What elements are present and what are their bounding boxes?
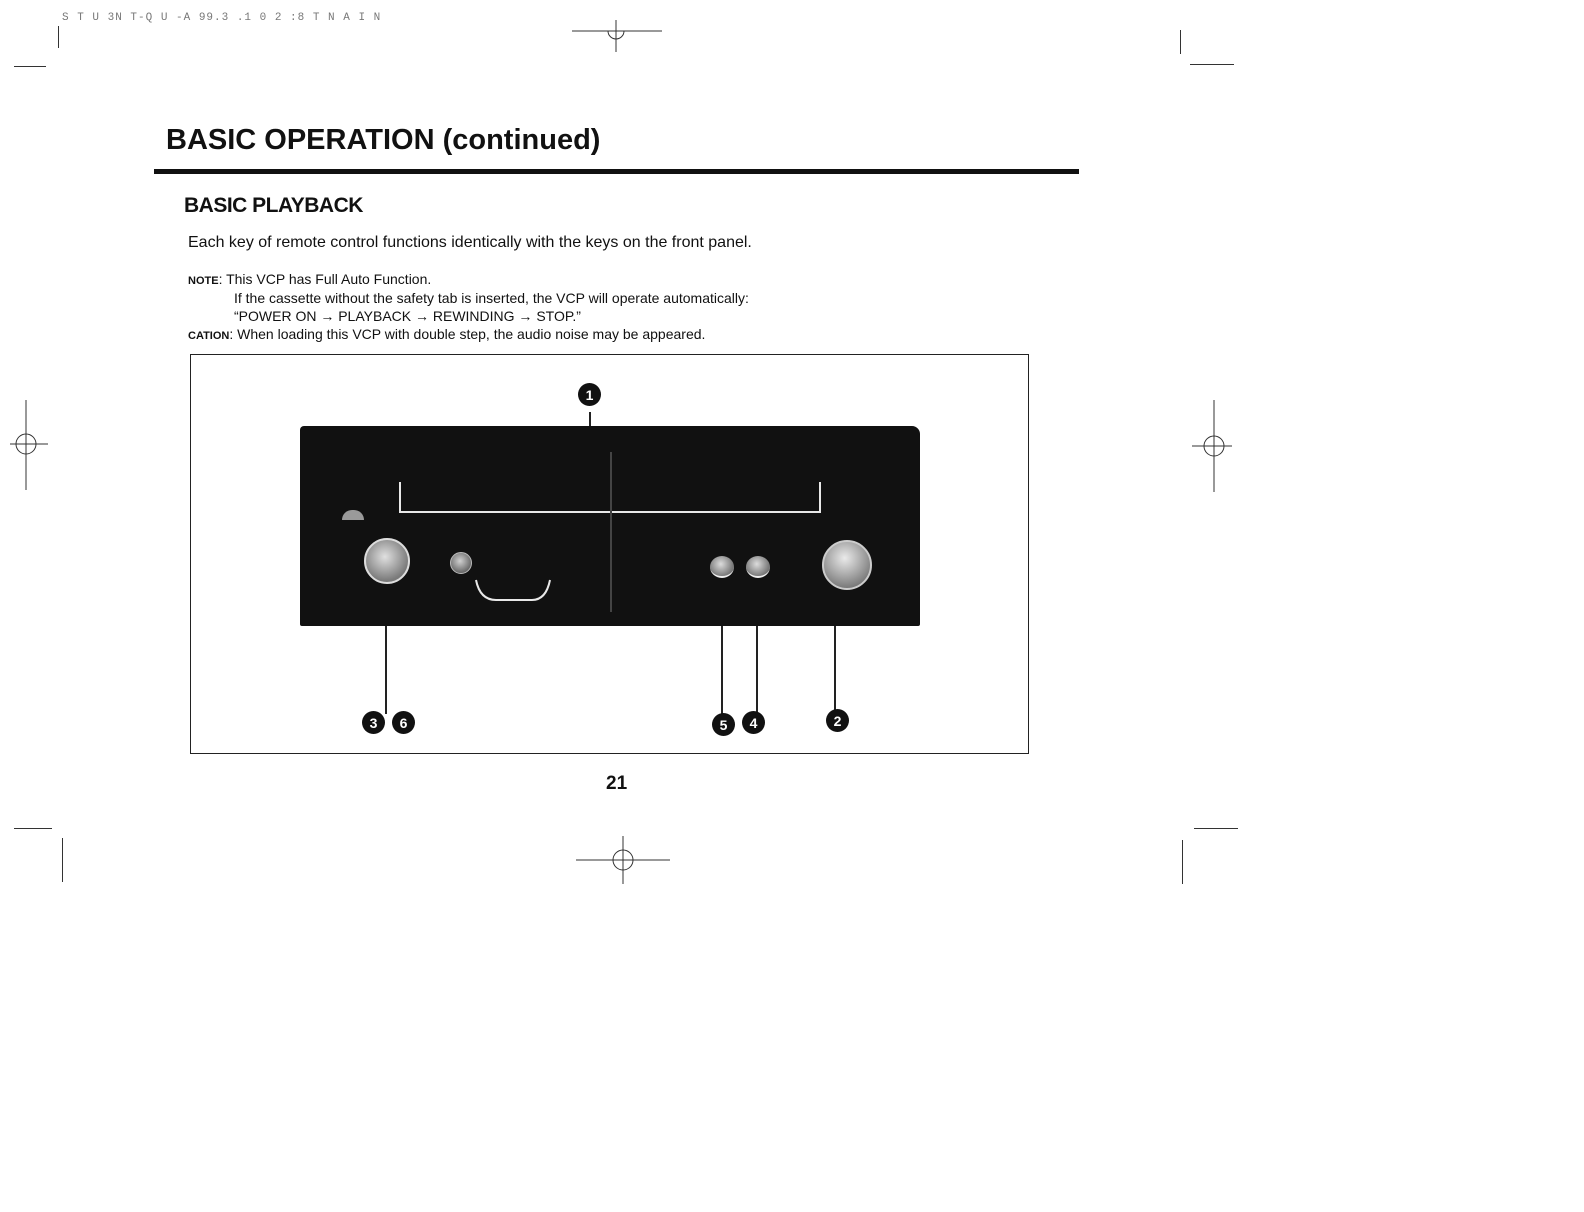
eject-button[interactable] bbox=[450, 552, 472, 574]
section-title: BASIC PLAYBACK bbox=[184, 194, 363, 217]
shuttle-dial[interactable] bbox=[822, 540, 872, 590]
crop-mark-bottom-right-v bbox=[1182, 840, 1183, 884]
crop-mark-bottom-left-h bbox=[14, 828, 52, 829]
callout-1: 1 bbox=[578, 383, 601, 406]
registration-target-right-icon bbox=[1192, 400, 1236, 492]
indicator-lamp bbox=[342, 510, 364, 520]
page-title: BASIC OPERATION (continued) bbox=[166, 124, 601, 156]
leader-1 bbox=[589, 412, 591, 426]
crop-mark-top-right-v bbox=[1180, 30, 1181, 54]
caution-line bbox=[188, 326, 705, 342]
crop-mark-top-right-h bbox=[1190, 64, 1234, 65]
caution-text: : When loading this VCP with double step, the audio noise may be appeared. bbox=[229, 326, 706, 342]
vcp-front-panel bbox=[300, 426, 920, 626]
callout-4: 4 bbox=[742, 711, 765, 734]
registration-target-left-icon bbox=[4, 400, 48, 490]
note-line-3: “POWER ON → PLAYBACK → REWINDING → STOP.” bbox=[234, 308, 581, 324]
crop-mark-top-left-h bbox=[14, 66, 46, 67]
caution-label: CATION bbox=[188, 330, 230, 342]
leader-2 bbox=[834, 626, 836, 710]
callout-5: 5 bbox=[712, 713, 735, 736]
printer-slug: S T U 3N T-Q U -A 99.3 .1 0 2 :8 T N A I N bbox=[62, 12, 382, 24]
callout-3: 3 bbox=[362, 711, 385, 734]
note-text-1: : This VCP has Full Auto Function. bbox=[218, 271, 432, 287]
leader-3-6 bbox=[385, 626, 387, 714]
callout-6: 6 bbox=[392, 711, 415, 734]
rewind-button[interactable] bbox=[710, 556, 734, 578]
title-rule bbox=[154, 169, 1079, 174]
page-number: 21 bbox=[606, 773, 628, 794]
center-divider bbox=[610, 452, 612, 612]
panel-handle bbox=[472, 576, 552, 606]
note-label: NOTE bbox=[188, 275, 219, 287]
crop-mark-bottom-left-v bbox=[62, 838, 63, 882]
note-line-2: If the cassette without the safety tab is inserted, the VCP will operate automatically: bbox=[234, 290, 749, 306]
intro-text: Each key of remote control functions identically with the keys on the front panel. bbox=[188, 234, 752, 251]
callout-2: 2 bbox=[826, 709, 849, 732]
registration-target-top-icon bbox=[570, 18, 664, 54]
leader-5 bbox=[721, 626, 723, 714]
leader-4 bbox=[756, 626, 758, 714]
crop-mark-top-left-v bbox=[58, 26, 59, 48]
power-button[interactable] bbox=[364, 538, 410, 584]
crop-mark-bottom-right-h bbox=[1194, 828, 1238, 829]
note-line-1 bbox=[188, 271, 431, 287]
stop-button[interactable] bbox=[746, 556, 770, 578]
registration-target-bottom-icon bbox=[576, 836, 670, 884]
